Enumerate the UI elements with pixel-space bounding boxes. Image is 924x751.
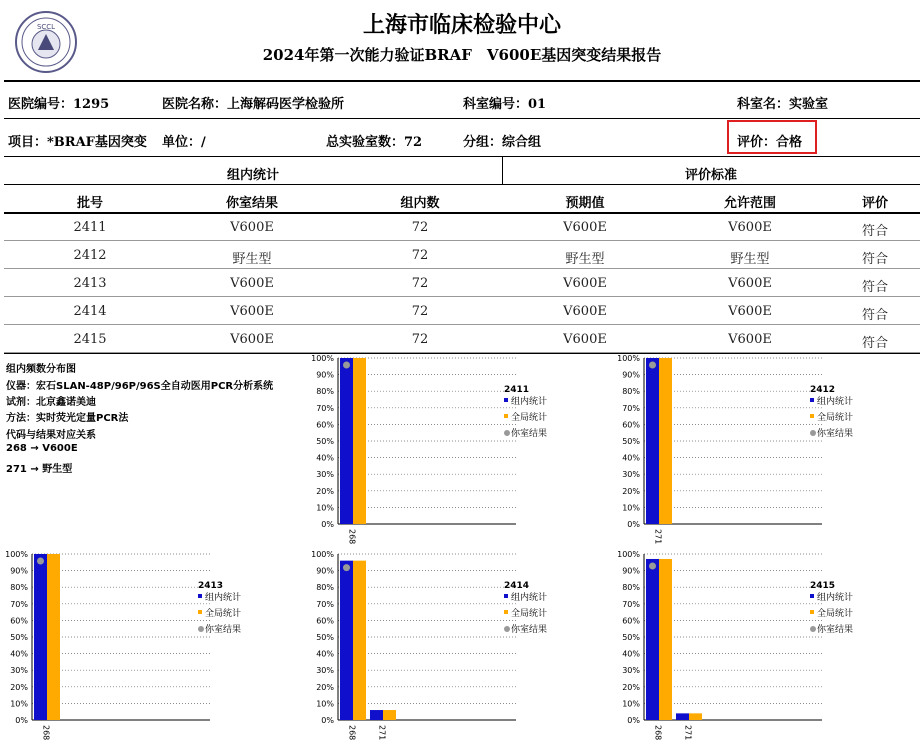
y-tick-label: 50% [622,437,640,446]
y-tick-label: 30% [316,470,334,480]
legend-marker [810,430,816,436]
y-tick-label: 100% [617,550,640,559]
y-tick-label: 50% [622,633,640,642]
dept-name: 科室名：实验室 [737,97,829,112]
note-code-271: 271 → 野生型 [6,464,73,475]
y-tick-label: 80% [316,583,334,593]
table-cell: V600E [563,220,607,235]
table-cell: 2415 [73,332,107,347]
bar-global-271 [659,358,672,524]
chart-batch-label: 2413 [198,581,224,591]
divider-table-top [4,156,920,157]
group: 分组：综合组 [463,135,542,150]
legend-label: 全局统计 [511,413,548,423]
table-cell: 72 [411,332,429,347]
bar-group-271 [676,713,689,720]
chart-batch-label: 2411 [504,385,530,395]
your-result-marker [343,564,350,571]
your-result-marker [343,362,350,369]
y-tick-label: 80% [316,387,334,397]
bar-group-268 [340,358,353,524]
divider-columns [4,212,920,214]
x-tick-label: 271 [377,725,387,741]
legend-swatch [504,594,508,598]
y-tick-label: 20% [622,486,640,496]
chart-batch-label: 2412 [810,385,836,395]
y-tick-label: 20% [316,486,334,496]
y-tick-label: 10% [316,503,334,513]
table-cell: 2412 [73,248,107,263]
table-cell: 72 [411,304,429,319]
hospital-name: 医院名称：上海解码医学检验所 [162,97,345,112]
table-cell: V600E [728,304,772,319]
y-tick-label: 90% [622,370,640,380]
legend-label: 你室结果 [205,625,242,635]
report-subtitle: 2024年第一次能力验证BRAF V600E基因突变结果报告 [262,46,662,64]
report-title: 上海市临床检验中心 [362,12,561,38]
col-evaluation: 评价 [861,196,888,211]
x-tick-label: 268 [347,725,357,741]
table-cell: 野生型 [232,252,272,267]
chart-batch-label: 2414 [504,581,530,591]
table-cell: 2414 [73,304,107,319]
legend-swatch [810,610,814,614]
bar-group-271 [370,710,383,720]
note-code-268: 268 → V600E [6,443,78,454]
x-tick-label: 268 [347,529,357,545]
y-tick-label: 40% [316,453,334,463]
row-divider [4,268,920,269]
legend-marker [198,626,204,632]
table-cell: V600E [230,276,274,291]
y-tick-label: 70% [622,599,640,609]
x-tick-label: 271 [653,529,663,545]
divider-top [4,80,920,82]
bar-global-268 [353,561,366,720]
chart-2412 [612,352,912,552]
row-divider [4,296,920,297]
divider-header [4,184,920,185]
table-cell: 符合 [861,336,888,351]
project: 项目：*BRAF基因突变 [8,135,147,150]
bar-global-268 [353,358,366,524]
note-reagent: 试剂：北京鑫诺美迪 [6,397,96,408]
col-expected: 预期值 [565,196,605,211]
chart-2413 [0,548,300,748]
note-code-mapping: 代码与结果对应关系 [6,430,96,441]
y-tick-label: 90% [10,566,28,576]
y-tick-label: 50% [316,633,334,642]
table-cell: 符合 [861,224,888,239]
your-result-marker [649,562,656,569]
note-instrument: 仪器：宏石SLAN-48P/96P/96S全自动医用PCR分析系统 [6,381,274,392]
legend-label: 全局统计 [511,609,548,619]
y-tick-label: 60% [316,420,334,430]
y-tick-label: 10% [10,699,28,709]
y-tick-label: 10% [622,503,640,513]
legend-label: 全局统计 [817,609,854,619]
col-batch: 批号 [76,196,103,211]
legend-marker [504,430,510,436]
col-group-count: 组内数 [400,196,440,211]
legend-label: 组内统计 [817,397,854,407]
y-tick-label: 0% [321,716,334,725]
legend-label: 组内统计 [511,397,548,407]
table-cell: V600E [230,304,274,319]
note-title: 组内频数分布图 [6,364,76,375]
table-cell: 符合 [861,252,888,267]
y-tick-label: 30% [10,666,28,676]
y-tick-label: 40% [316,649,334,659]
note-method: 方法：实时荧光定量PCR法 [6,413,129,424]
y-tick-label: 10% [316,699,334,709]
y-tick-label: 100% [311,354,334,363]
y-tick-label: 70% [10,599,28,609]
y-tick-label: 100% [5,550,28,559]
total-labs: 总实验室数：72 [326,135,423,150]
legend-swatch [198,610,202,614]
legend-swatch [810,398,814,402]
y-tick-label: 60% [622,616,640,626]
table-cell: 72 [411,248,429,263]
legend-label: 全局统计 [205,609,242,619]
table-cell: V600E [230,220,274,235]
y-tick-label: 90% [316,566,334,576]
table-cell: V600E [563,276,607,291]
col-your-result: 你室结果 [225,196,278,211]
row-divider [4,324,920,325]
y-tick-label: 0% [321,520,334,529]
table-cell: V600E [230,332,274,347]
hospital-id: 医院编号：1295 [8,97,110,112]
chart-batch-label: 2415 [810,581,836,591]
legend-label: 你室结果 [511,625,548,635]
unit: 单位：/ [162,135,206,150]
legend-swatch [504,610,508,614]
legend-marker [810,626,816,632]
y-tick-label: 90% [316,370,334,380]
y-tick-label: 100% [311,550,334,559]
y-tick-label: 50% [316,437,334,446]
legend-label: 全局统计 [817,413,854,423]
legend-label: 你室结果 [817,429,854,439]
table-cell: 2413 [73,276,107,291]
evaluation-highlight-box [727,120,817,154]
table-cell: 野生型 [730,252,770,267]
bar-group-271 [646,358,659,524]
y-tick-label: 90% [622,566,640,576]
legend-label: 组内统计 [817,593,854,603]
y-tick-label: 80% [10,583,28,593]
y-tick-label: 40% [622,453,640,463]
x-tick-label: 268 [41,725,51,741]
y-tick-label: 0% [15,716,28,725]
chart-2415 [612,548,912,748]
row-divider [4,240,920,241]
table-cell: V600E [728,220,772,235]
y-tick-label: 60% [316,616,334,626]
y-tick-label: 30% [622,666,640,676]
header-vertical-divider [502,157,503,184]
y-tick-label: 80% [622,583,640,593]
col-range: 允许范围 [723,196,776,211]
y-tick-label: 20% [622,682,640,692]
table-cell: 72 [411,276,429,291]
legend-swatch [504,398,508,402]
divider-info [4,118,920,119]
chart-2414 [306,548,606,748]
x-tick-label: 271 [683,725,693,741]
y-tick-label: 0% [627,520,640,529]
legend-marker [504,626,510,632]
your-result-marker [37,558,44,565]
y-tick-label: 70% [316,599,334,609]
table-cell: 野生型 [565,252,605,267]
bar-group-268 [34,554,47,720]
legend-label: 组内统计 [511,593,548,603]
y-tick-label: 70% [316,403,334,413]
y-tick-label: 40% [622,649,640,659]
y-tick-label: 30% [622,470,640,480]
bar-group-268 [646,559,659,720]
legend-swatch [810,414,814,418]
table-cell: 符合 [861,280,888,295]
dept-id: 科室编号：01 [463,97,547,112]
x-tick-label: 268 [653,725,663,741]
bar-group-268 [340,561,353,720]
table-cell: 符合 [861,308,888,323]
legend-swatch [810,594,814,598]
legend-swatch [198,594,202,598]
logo-text: SCCL [36,23,56,31]
y-tick-label: 60% [622,420,640,430]
bar-global-271 [383,710,396,720]
legend-label: 你室结果 [817,625,854,635]
y-tick-label: 80% [622,387,640,397]
y-tick-label: 30% [316,666,334,676]
y-tick-label: 40% [10,649,28,659]
criteria-header: 评价标准 [684,168,737,183]
y-tick-label: 70% [622,403,640,413]
legend-label: 组内统计 [205,593,242,603]
table-cell: 2411 [73,220,107,235]
legend-label: 你室结果 [511,429,548,439]
table-cell: V600E [563,332,607,347]
y-tick-label: 20% [316,682,334,692]
group-stats-header: 组内统计 [226,168,279,183]
bar-global-268 [47,554,60,720]
y-tick-label: 60% [10,616,28,626]
table-cell: V600E [728,332,772,347]
y-tick-label: 20% [10,682,28,692]
y-tick-label: 50% [10,633,28,642]
your-result-marker [649,362,656,369]
bar-global-271 [689,713,702,720]
table-cell: V600E [563,304,607,319]
y-tick-label: 10% [622,699,640,709]
y-tick-label: 0% [627,716,640,725]
legend-swatch [504,414,508,418]
evaluation: 评价：合格 [737,135,803,150]
y-tick-label: 100% [617,354,640,363]
table-cell: V600E [728,276,772,291]
table-cell: 72 [411,220,429,235]
chart-2411 [306,352,606,552]
bar-global-268 [659,559,672,720]
